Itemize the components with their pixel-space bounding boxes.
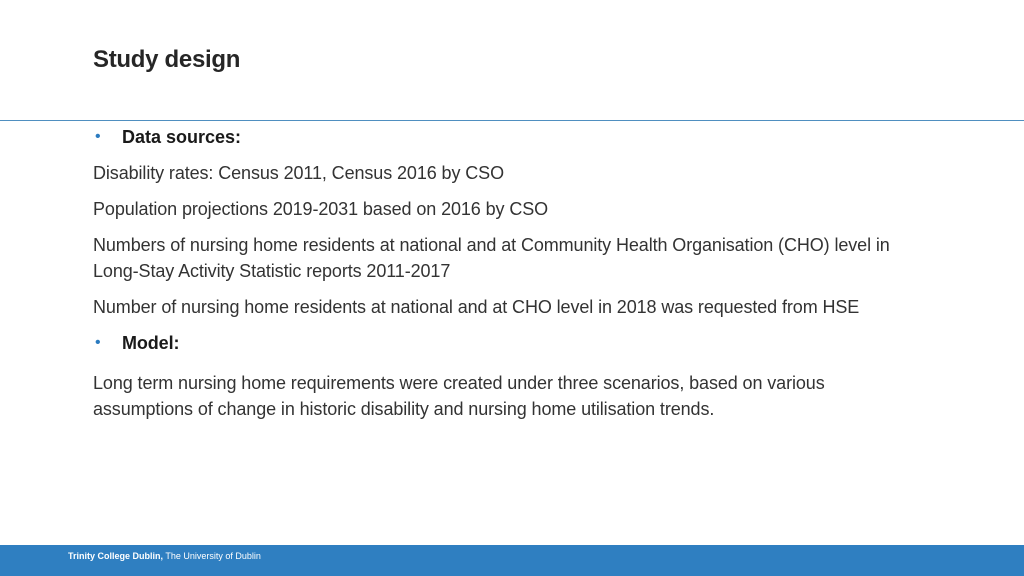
bullet-dot-icon: • xyxy=(95,128,101,145)
data-sources-label: Data sources: xyxy=(122,127,242,147)
data-source-item: Number of nursing home residents at national and at CHO level in 2018 was requested from HSE xyxy=(93,297,860,317)
footer-text xyxy=(68,551,261,561)
slide-title: Study design xyxy=(93,46,241,73)
data-source-item: Population projections 2019-2031 based on 2016 by CSO xyxy=(93,199,549,219)
bullet-model xyxy=(93,330,973,356)
footer-institution: Trinity College Dublin, xyxy=(68,551,164,561)
data-source-item: Disability rates: Census 2011, Census 2016 by CSO xyxy=(93,163,504,183)
data-source-item: Numbers of nursing home residents at national and at Community Health Organisation (CHO) level in Long-Stay Activity Statistic reports 2011-2017 xyxy=(93,235,890,281)
model-description: Long term nursing home requirements were created under three scenarios, based on various assumptions of change in historic disability and nursing home utilisation trends. xyxy=(93,373,825,419)
bullet-dot-icon: • xyxy=(95,334,101,351)
bullet-data-sources xyxy=(93,124,973,150)
footer-subtitle: The University of Dublin xyxy=(163,551,261,561)
model-label: Model: xyxy=(122,333,180,353)
title-divider xyxy=(0,120,1024,121)
footer-bar xyxy=(0,545,1024,576)
slide-content xyxy=(93,124,973,422)
